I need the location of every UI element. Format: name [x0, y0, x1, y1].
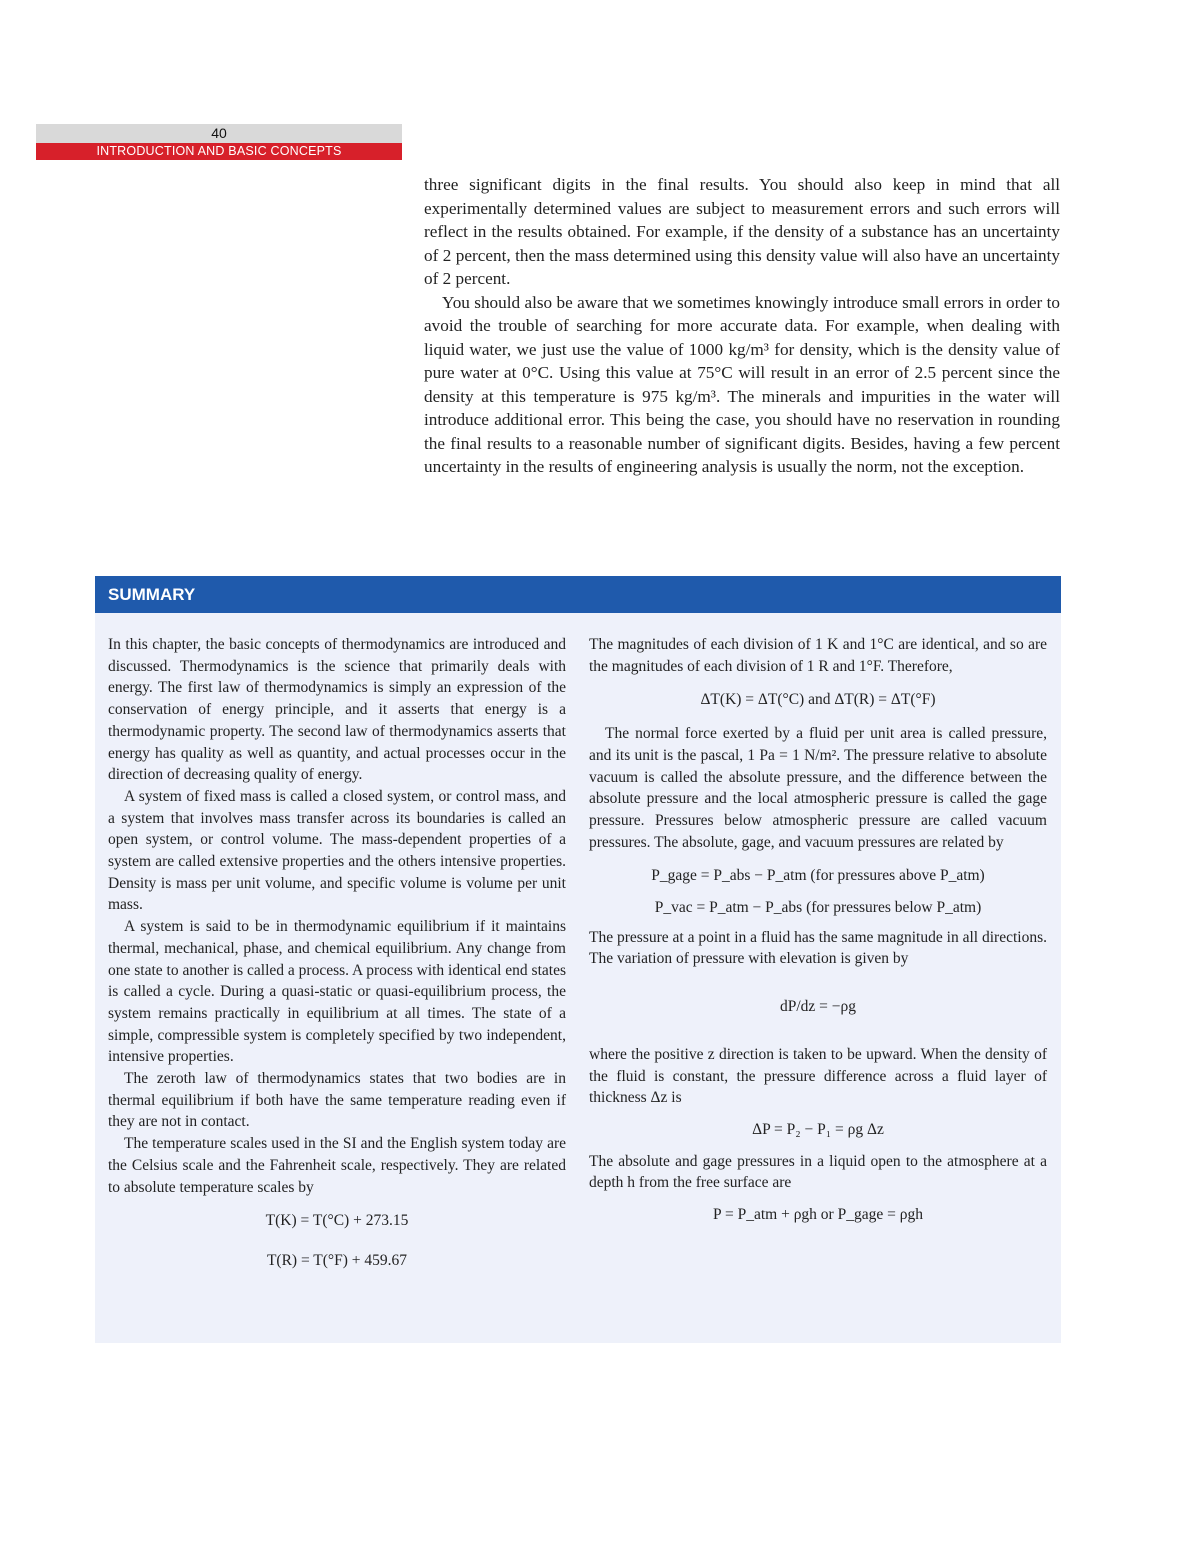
equation-gage-pressure: P_gage = P_abs − P_atm (for pressures above P_atm)	[651, 867, 985, 885]
summary-header-bar	[95, 576, 1061, 613]
summary-left-paragraph-3: A system is said to be in thermodynamic equilibrium if it maintains thermal, mechanical, phase, and chemical equilibrium. Any change from one state to another is called a process. A process with identical end states is called a cycle. During a quasi-static or quasi-equilibrium process, the system remains practically in equilibrium at all times. The state of a simple, compressible system is completely specified by two independent, intensive properties.	[108, 918, 566, 1066]
equation-delta-temperature: ΔT(K) = ΔT(°C) and ΔT(R) = ΔT(°F)	[700, 691, 936, 709]
summary-right-paragraph-1: The magnitudes of each division of 1 K and 1°C are identical, and so are the magnitudes of each division of 1 R and 1°F. Therefore,	[589, 636, 1047, 675]
equation-kelvin: T(K) = T(°C) + 273.15	[265, 1212, 409, 1230]
summary-right-paragraph-5: The absolute and gage pressures in a liquid open to the atmosphere at a depth h from the free surface are	[589, 1152, 1047, 1192]
body-paragraph-1: three significant digits in the final results. You should also keep in mind that all experimentally determined values are subject to measurement errors and such errors will reflect in the results obtained. For example, if the density of a substance has an uncertainty of 2 percent, then the mass determined using this density value will also have an uncertainty of 2 percent.	[424, 175, 1060, 288]
summary-right-paragraph-4: where the positive z direction is taken to be upward. When the density of the fluid is constant, the pressure difference across a fluid layer of thickness Δz is	[589, 1045, 1047, 1107]
body-text	[424, 173, 1060, 479]
chapter-title: INTRODUCTION AND BASIC CONCEPTS	[96, 144, 342, 158]
summary-right-column	[589, 634, 1047, 1236]
summary-left-paragraph-1: In this chapter, the basic concepts of thermodynamics are introduced and discussed. Thermodynamics is the science that primarily deals with energy. The first law of thermodynamics is simply an expression of the conservation of energy principle, and it asserts that energy is a thermodynamic property. The second law of thermodynamics asserts that energy has quality as well as quantity, and actual processes occur in the direction of decreasing quality of energy.	[108, 636, 566, 784]
equation-vacuum-pressure: P_vac = P_atm − P_abs (for pressures below P_atm)	[654, 899, 982, 917]
summary-title: SUMMARY	[108, 585, 196, 604]
summary-right-paragraph-3: The pressure at a point in a fluid has the same magnitude in all directions. The variation of pressure with elevation is given by	[589, 928, 1047, 968]
page-number: 40	[211, 125, 227, 141]
equation-rankine: T(R) = T(°F) + 459.67	[266, 1251, 408, 1269]
summary-left-paragraph-5: The temperature scales used in the SI and the English system today are the Celsius scale and the Fahrenheit scale, respectively. They are related to absolute temperature scales by	[108, 1135, 566, 1196]
equation-pressure-difference: ΔP = P₂ − P₁ = ρg Δz	[752, 1120, 884, 1138]
summary-right-paragraph-2: The normal force exerted by a fluid per unit area is called pressure, and its unit is the pascal, 1 Pa = 1 N/m². The pressure relative to absolute vacuum is called the absolute pressure, and the difference between the absolute pressure and the local atmospheric pressure is called the gage pressure. Pressures below atmospheric pressure are called vacuum pressures. The absolute, gage, and vacuum pressures are related by	[589, 725, 1047, 851]
summary-left-paragraph-2: A system of fixed mass is called a closed system, or control mass, and a system that involves mass transfer across its boundaries is called an open system, or control volume. The mass-dependent properties of a system are called extensive properties and the others intensive properties. Density is mass per unit volume, and specific volume is volume per unit mass.	[108, 787, 566, 914]
equation-pressure-gradient: dP/dz = −ρg	[779, 998, 857, 1016]
summary-left-column	[108, 634, 566, 1280]
summary-left-paragraph-4: The zeroth law of thermodynamics states that two bodies are in thermal equilibrium if both have the same temperature reading even if they are not in contact.	[108, 1070, 566, 1131]
equation-liquid-pressure: P = P_atm + ρgh or P_gage = ρgh	[713, 1206, 923, 1224]
body-paragraph-2: You should also be aware that we sometimes knowingly introduce small errors in order to avoid the trouble of searching for more accurate data. For example, when dealing with liquid water, we just use the value of 1000 kg/m³ for density, which is the density value of pure water at 0°C. Using this value at 75°C will result in an error of 2.5 percent since the density at this temperature is 975 kg/m³. The minerals and impurities in the water will introduce additional error. This being the case, you should have no reservation in rounding the final results to a reasonable number of significant digits. Besides, having a few percent uncertainty in the results of engineering analysis is usually the norm, not the exception.	[424, 292, 1060, 476]
